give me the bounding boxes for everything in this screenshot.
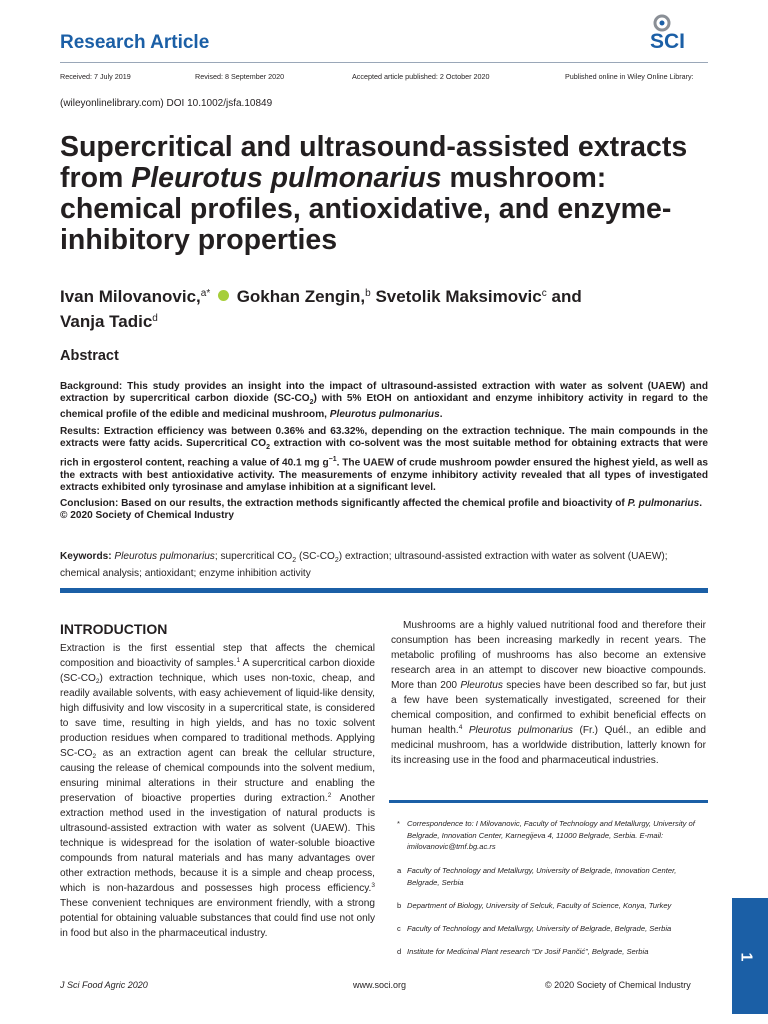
footer-copyright: © 2020 Society of Chemical Industry — [545, 980, 691, 990]
logo-text: SCI — [650, 30, 686, 53]
author-4: Vanja Tadic — [60, 312, 153, 331]
abstract-conclusion: Conclusion: Based on our results, the extraction methods significantly affected the chemical profile and bioactivity of P. pulmonarius. © 2020 Society of Chemical Industry — [60, 498, 703, 522]
footnote-correspondence: * Correspondence to: I Milovanovic, Faculty of Technology and Metallurgy, University of Belgrade, Innovation Center, Karnegijeva 4, 11000 Belgrade, Serbia. E-mail: imilovanovic@tmf.bg.ac.rs — [397, 819, 695, 851]
header-rule — [60, 62, 708, 63]
introduction-heading: INTRODUCTION — [60, 621, 168, 637]
published-online: Published online in Wiley Online Library: — [565, 72, 694, 81]
footer-journal: J Sci Food Agric 2020 — [60, 980, 148, 990]
footnote-affiliation-b: b Department of Biology, University of Selcuk, Faculty of Science, Konya, Turkey — [397, 901, 672, 910]
intro-column-left: Extraction is the first essential step that affects the chemical composition and bioactivity of samples.$^1$ A supercritical carbon dioxide $(SC-CO_2)$ extraction technique, which uses non-toxic, cheap, and readily available solvents, with easy achievement of liquid-like density, high diffusivity and low viscosity in a supercritical state, is considered to save time, resulting in high yields, and has no toxic solvent production residues when compared to traditional methods. Applying $SC-CO_2$ as an extraction agent can break the cellular structure, causing the release of chemical compounds into the solvent medium, ensuring minimal alterations in their structure and enabling the preservation of bioactive properties during extraction.$^2$ Another extraction method used in the investigation of natural products is ultrasound-assisted extraction with water as solvent (UAEW). This technique is widespread for the isolation of water-soluble bioactive compounds from natural materials and has many advantages over other extraction methods, because it is a simple and cheap process, which is non-hazardous and possesses high process efficiency.$^3$ These convenient techniques are environment friendly, with a strong potential for obtaining valuable substances that could find use not only in food but also in the pharmaceutical industry. — [60, 643, 375, 939]
footer-url[interactable]: www.soci.org — [353, 980, 407, 990]
page-number-tab — [732, 898, 768, 1014]
orcid-icon[interactable] — [218, 290, 229, 301]
page-number: 1 — [737, 952, 755, 962]
abstract-results: Results: Extraction efficiency was between 0.36% and 63.32%, depending on the extraction technique. The main compounds in the extracts were fatty acids. Supercritical $CO_2$ extraction with co-solvent was the most suitable method for obtaining extracts that were rich in ergosterol content, reaching a value of 40.1 mg $g^{-1}$. The UAEW of crude mushroom powder ensured the highest yield, as well as the extracts with best antioxidative activity. The measurements of enzyme inhibitory activity revealed that all types of investigated extracts exhibited only tyrosinase and amylase inhibition at a significant level. — [60, 426, 708, 494]
intro-column-right: Mushrooms are a highly valued nutritional food and therefore their consumption has been increasing markedly in recent years. The metabolic profiling of mushrooms has also become an extensive research area in an attempt to discover new bioactive compounds. More than 200 Pleurotus species have been described so far, but just a few have been systematically investigated, screened for their chemical composition, and confirmed to exhibit beneficial effects on human health.$^4$ Pleurotus pulmonarius (Fr.) Quél., an edible and medicinal mushroom, has a worldwide distribution, latterly known for its increasing use in the food and pharmaceutical industries. — [391, 620, 706, 766]
article-type-label: Research Article — [60, 32, 210, 53]
author-1: Ivan Milovanovic, — [60, 287, 201, 306]
article-title: Supercritical and ultrasound-assisted extracts from Pleurotus pulmonarius mushroom: chemical profiles, antioxidative, and enzyme-inhibitory properties — [60, 131, 688, 256]
footnote-divider — [389, 800, 708, 803]
doi-line[interactable]: (wileyonlinelibrary.com) DOI 10.1002/jsfa.10849 — [60, 98, 273, 109]
author-list: Ivan Milovanovic,$^{a*}$ Gokhan Zengin,$^b$ Svetolik Maksimovic$^c$ and Vanja Tadic$^d$ — [60, 287, 582, 331]
abstract-copyright: © 2020 Society of Chemical Industry — [60, 510, 235, 522]
sci-logo — [648, 14, 712, 54]
footnote-affiliation-a: a Faculty of Technology and Metallurgy, University of Belgrade, Innovation Center, Belgrade, Serbia — [397, 866, 677, 887]
author-2: Gokhan Zengin, — [236, 287, 366, 306]
section-divider — [60, 588, 708, 593]
keywords: Keywords: Pleurotus pulmonarius; supercritical $CO_2$ $(SC-CO_2)$ extraction; ultrasound-assisted extraction with water as solvent (UAEW); chemical analysis; antioxidant; enzyme inhibition activity — [60, 551, 668, 579]
received-date: Received: 7 July 2019 — [60, 72, 131, 81]
footnote-affiliation-d: d Institute for Medicinal Plant research “Dr Josif Pančić”, Belgrade, Serbia — [397, 947, 649, 956]
abstract-heading: Abstract — [60, 348, 119, 364]
revised-date: Revised: 8 September 2020 — [195, 72, 285, 81]
footnote-affiliation-c: c Faculty of Technology and Metallurgy, University of Belgrade, Belgrade, Serbia — [397, 924, 672, 933]
abstract-background: Background: This study provides an insight into the impact of ultrasound-assisted extraction with water as solvent (UAEW) and extraction by supercritical carbon dioxide $(SC-CO_2)$ with 5% EtOH on antioxidant and enzyme inhibitory activity in regard to the chemical profile of the edible and medicinal mushroom, Pleurotus pulmonarius. — [60, 381, 709, 421]
author-3: Svetolik Maksimovic — [375, 287, 542, 306]
accepted-date: Accepted article published: 2 October 2020 — [352, 72, 490, 81]
